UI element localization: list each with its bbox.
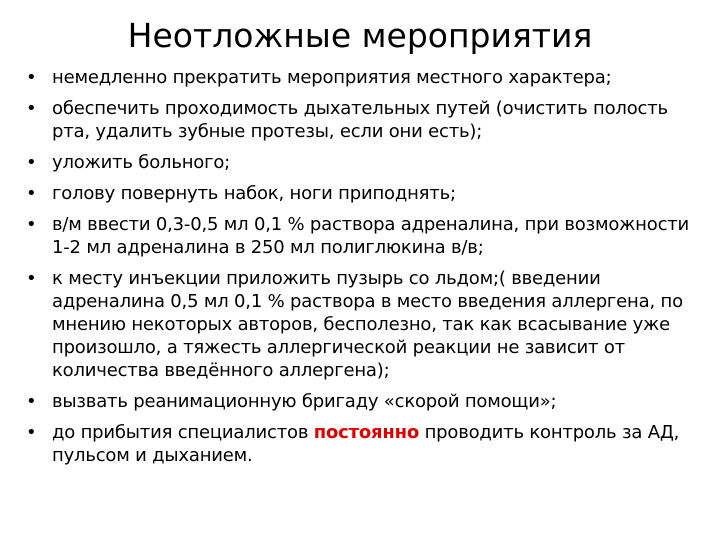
bullet-marker: •	[26, 268, 37, 289]
bullet-marker: •	[26, 67, 37, 88]
bullet-item	[26, 182, 706, 205]
highlight-word: постоянно	[313, 422, 420, 443]
bullet-text: обеспечить проходимость дыхательных путей (очистить полость рта, удалить зубные протезы, если они есть);	[52, 98, 668, 142]
bullet-marker: •	[26, 183, 37, 204]
bullet-item	[26, 151, 706, 174]
bullet-text-before: до прибытия специалистов	[52, 422, 314, 443]
bullet-item	[26, 213, 706, 259]
bullet-marker: •	[26, 391, 37, 412]
bullet-text: уложить больного;	[52, 152, 231, 173]
slide-title: Неотложные мероприятия	[127, 16, 593, 55]
bullet-marker: •	[26, 422, 37, 443]
bullet-item	[26, 66, 706, 89]
bullet-text: голову повернуть набок, ноги приподнять;	[52, 183, 456, 204]
bullet-item	[26, 390, 706, 413]
bullet-item	[26, 421, 706, 467]
bullet-text: в/м ввести 0,3-0,5 мл 0,1 % раствора адреналина, при возможности 1-2 мл адреналина в 250 мл полиглюкина в/в;	[52, 214, 690, 258]
bullet-marker: •	[26, 152, 37, 173]
bullet-text: вызвать реанимационную бригаду «скорой помощи»;	[52, 391, 557, 412]
bullet-item	[26, 267, 706, 382]
bullet-marker: •	[26, 98, 37, 119]
bullet-text: к месту инъекции приложить пузырь со льдом;( введении адреналина 0,5 мл 0,1 % раствора в место введения аллергена, по мнению некоторых авторов, бесполезно, так как всасывание уже произошло, а тяжесть аллергической реакции не зависит от количества введённого аллергена);	[52, 268, 683, 381]
bullet-text: немедленно прекратить мероприятия местного характера;	[52, 67, 612, 88]
bullet-marker: •	[26, 214, 37, 235]
bullet-list	[26, 66, 706, 475]
bullet-text-after: проводить контроль за АД, пульсом и дыханием.	[52, 422, 680, 466]
bullet-item	[26, 97, 706, 143]
